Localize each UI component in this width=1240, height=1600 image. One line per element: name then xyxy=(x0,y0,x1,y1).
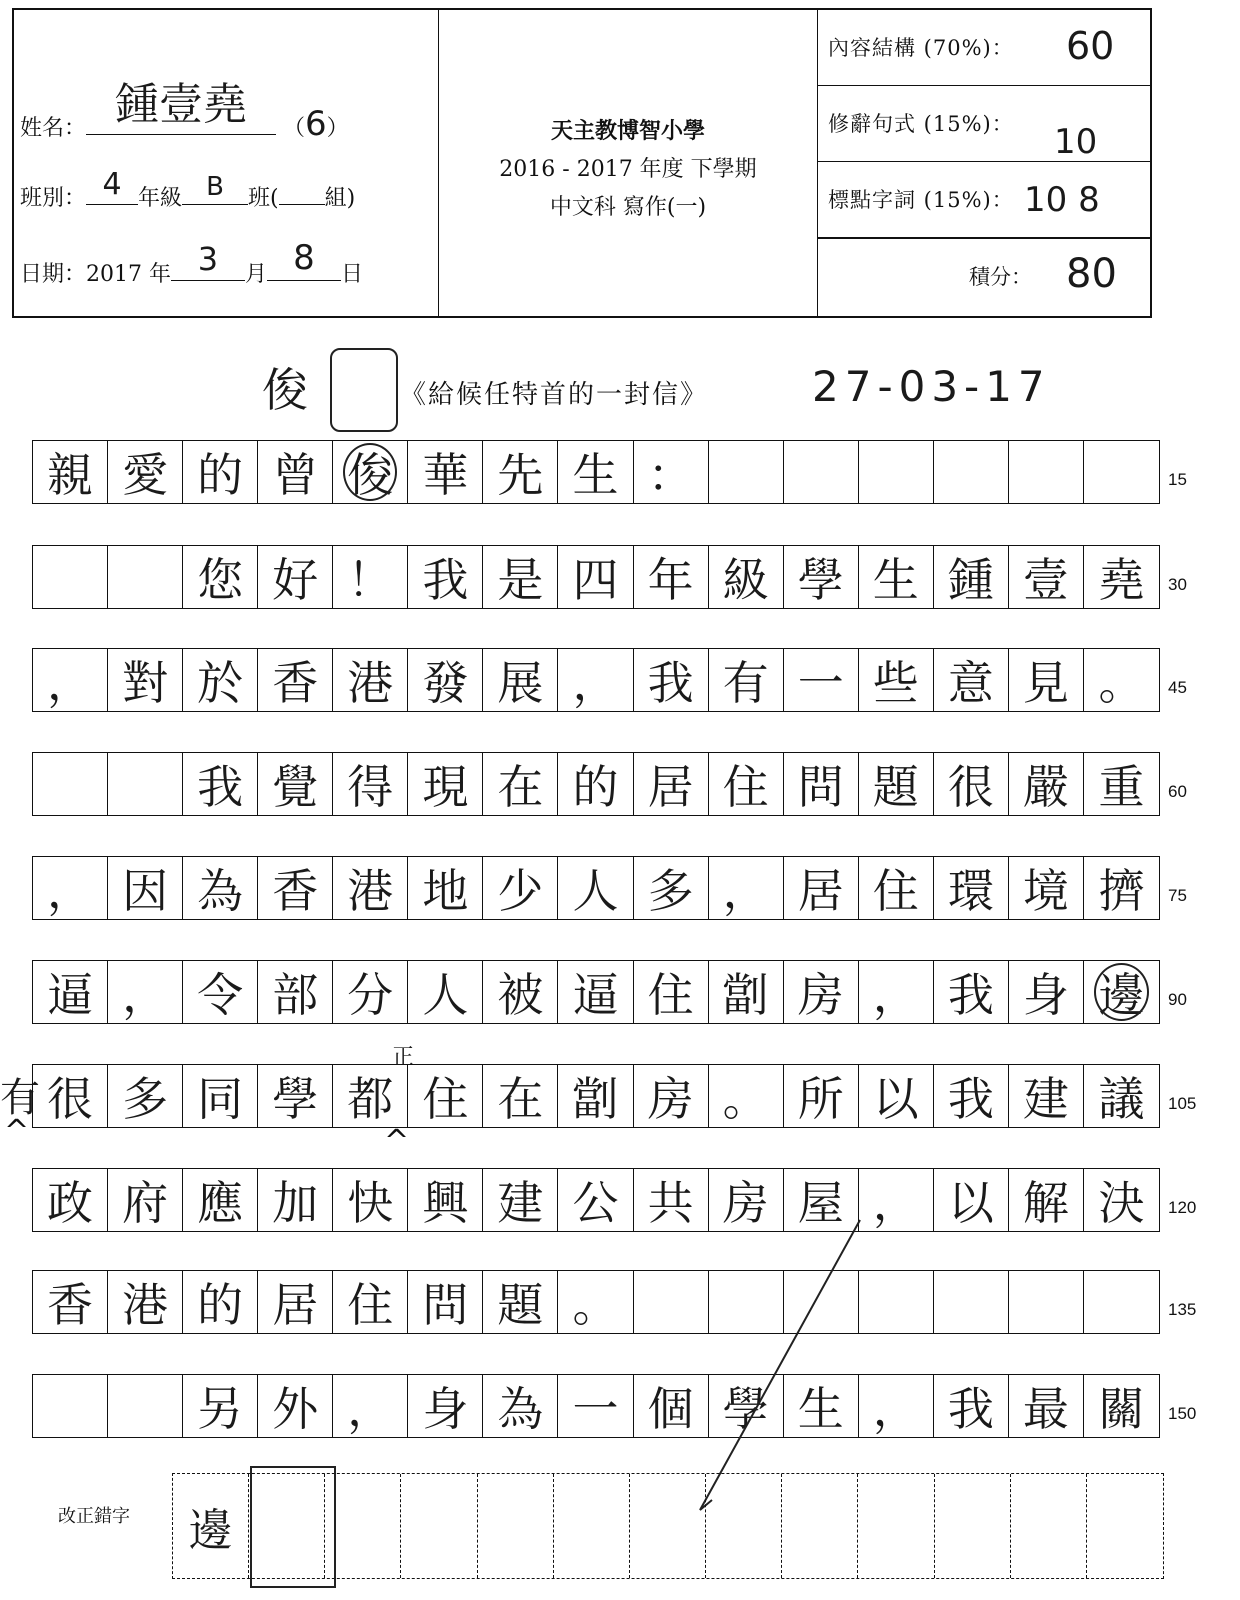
grid-cell: 部 xyxy=(258,961,333,1023)
correction-label: 改正錯字 xyxy=(58,1506,130,1527)
grid-cell: 港 xyxy=(333,857,408,919)
grid-cell: 住 xyxy=(333,1271,408,1333)
grid-cell: 房 xyxy=(709,1169,784,1231)
grid-cell: 好 xyxy=(258,546,333,608)
date-label: 日期：2017 年 xyxy=(20,262,171,287)
grid-cell: ， xyxy=(859,1375,934,1437)
total-label: 積分： xyxy=(969,265,1032,289)
grid-cell: 香 xyxy=(258,857,333,919)
grid-cell: 生 xyxy=(784,1375,859,1437)
grid-cell: 我 xyxy=(934,1375,1009,1437)
grid-cell: 為 xyxy=(183,857,258,919)
grid-cell: 很 xyxy=(33,1065,108,1127)
grid-cell: 居 xyxy=(634,753,709,815)
name-value: 鍾壹堯 xyxy=(115,79,248,130)
grid-cell: 建 xyxy=(483,1169,558,1231)
correction-cell xyxy=(706,1474,782,1578)
grid-cell: 身 xyxy=(408,1375,483,1437)
correction-blank-box xyxy=(250,1466,336,1588)
grid-cell: 居 xyxy=(258,1271,333,1333)
row-count: 60 xyxy=(1168,782,1187,801)
grid-cell: 於 xyxy=(183,649,258,711)
class-value: B xyxy=(206,172,224,202)
grid-cell: 是 xyxy=(483,546,558,608)
grid-cell: 政 xyxy=(33,1169,108,1231)
correction-cell xyxy=(1011,1474,1087,1578)
grid-cell: 香 xyxy=(33,1271,108,1333)
grid-cell: 房 xyxy=(634,1065,709,1127)
grid-cell: 的 xyxy=(183,1271,258,1333)
grid-cell: 因 xyxy=(108,857,183,919)
grid-cell: 逼 xyxy=(558,961,633,1023)
grade-suffix: 年級 xyxy=(138,186,183,211)
grid-cell: 被 xyxy=(483,961,558,1023)
grid-cell: 您 xyxy=(183,546,258,608)
grid-cell: 共 xyxy=(634,1169,709,1231)
correction-cell xyxy=(630,1474,706,1578)
grid-cell: 題 xyxy=(483,1271,558,1333)
grid-cell: 。 xyxy=(558,1271,633,1333)
grid-cell-circled: 邊 xyxy=(1084,961,1159,1023)
grid-cell: 。 xyxy=(1098,656,1145,710)
correction-cell xyxy=(858,1474,934,1578)
grid-cell: 很 xyxy=(934,753,1009,815)
grid-cell: 關 xyxy=(1098,1382,1145,1436)
grid-cell: ！ xyxy=(333,546,408,608)
grid-cell: 我 xyxy=(408,546,483,608)
total-value: 80 xyxy=(1066,251,1117,297)
day-value: 8 xyxy=(293,238,315,278)
score-label: 標點字詞 (15%)： xyxy=(828,188,1014,212)
grid-cell: 建 xyxy=(1009,1065,1084,1127)
grid-cell: 學 xyxy=(784,546,859,608)
grid-cell: 我 xyxy=(934,961,1009,1023)
month-suffix: 月 xyxy=(244,262,267,287)
grid-cell: 住 xyxy=(859,857,934,919)
grid-cell: 個 xyxy=(634,1375,709,1437)
grid-cell: 覺 xyxy=(258,753,333,815)
grid-cell: 少 xyxy=(483,857,558,919)
grid-cell: 住 xyxy=(709,753,784,815)
grid-cell: ， xyxy=(333,1375,408,1437)
grid-cell: 些 xyxy=(859,649,934,711)
score-label: 修辭句式 (15%)： xyxy=(828,112,1014,136)
grid-cell: 境 xyxy=(1009,857,1084,919)
name-label: 姓名： xyxy=(20,116,87,141)
grid-cell: 一 xyxy=(558,1375,633,1437)
grid-cell: ， xyxy=(859,1169,934,1231)
grid-cell: 所 xyxy=(784,1065,859,1127)
insert-caret: ^ xyxy=(4,1114,30,1149)
grid-cell: 另 xyxy=(183,1375,258,1437)
grid-cell: 我 xyxy=(634,649,709,711)
day-suffix: 日 xyxy=(341,262,364,287)
grid-cell: 學 xyxy=(258,1065,333,1127)
grid-cell: 我 xyxy=(934,1065,1009,1127)
grid-cell: ， xyxy=(108,961,183,1023)
grid-cell: 住 xyxy=(408,1065,483,1127)
school-name: 天主教博智小學 xyxy=(550,118,705,144)
grid-cell: 先 xyxy=(483,441,558,503)
grid-cell: ， xyxy=(709,857,784,919)
grid-cell: 府 xyxy=(108,1169,183,1231)
grid-cell: 一 xyxy=(784,649,859,711)
essay-title: 《給候任特首的一封信》 xyxy=(400,380,709,410)
month-value: 3 xyxy=(197,240,219,278)
grid-cell: 壹 xyxy=(1009,546,1084,608)
grid-cell: 屋 xyxy=(784,1169,859,1231)
correction-cell xyxy=(401,1474,477,1578)
margin-correction-note: 正 xyxy=(392,1045,415,1070)
grid-cell: 生 xyxy=(859,546,934,608)
grid-cell: 同 xyxy=(183,1065,258,1127)
grid-cell: 我 xyxy=(183,753,258,815)
grid-cell: 人 xyxy=(408,961,483,1023)
score-value: 60 xyxy=(1066,24,1115,68)
grid-cell: ， xyxy=(859,961,934,1023)
row-count: 105 xyxy=(1168,1094,1197,1113)
grid-cell: 曾 xyxy=(258,441,333,503)
title-margin-note: 俊 xyxy=(262,363,308,417)
grid-cell: 有 xyxy=(709,649,784,711)
grid-cell: 題 xyxy=(859,753,934,815)
grid-cell: 議 xyxy=(1098,1072,1145,1126)
grid-cell: 嚴 xyxy=(1009,753,1084,815)
group-suffix: 組) xyxy=(324,186,356,211)
grid-cell: ： xyxy=(634,441,709,503)
grid-cell: 都 xyxy=(333,1065,408,1127)
grid-cell: 對 xyxy=(108,649,183,711)
grid-cell: 興 xyxy=(408,1169,483,1231)
row-count: 75 xyxy=(1168,886,1187,905)
grid-cell: 現 xyxy=(408,753,483,815)
correction-cell xyxy=(325,1474,401,1578)
grid-cell: ， xyxy=(558,649,633,711)
grid-cell: 公 xyxy=(558,1169,633,1231)
grid-cell: 居 xyxy=(784,857,859,919)
row-count: 90 xyxy=(1168,990,1187,1009)
grid-cell: 地 xyxy=(408,857,483,919)
grid-cell: ， xyxy=(33,649,108,711)
grid-cell: 房 xyxy=(784,961,859,1023)
score-value: 10 8 xyxy=(1024,180,1100,220)
correction-cell xyxy=(1087,1474,1163,1578)
grid-cell: 快 xyxy=(333,1169,408,1231)
grid-cell: 意 xyxy=(934,649,1009,711)
row-count: 15 xyxy=(1168,470,1187,489)
grid-cell: 劏 xyxy=(709,961,784,1023)
grid-cell: 的 xyxy=(558,753,633,815)
grid-cell: 身 xyxy=(1009,961,1084,1023)
grid-cell: 外 xyxy=(258,1375,333,1437)
grid-cell: ， xyxy=(33,857,108,919)
grid-cell: 劏 xyxy=(558,1065,633,1127)
student-number: 6 xyxy=(305,104,327,144)
subject: 中文科 寫作(一) xyxy=(549,195,707,220)
margin-insert-note: 有 xyxy=(0,1075,40,1121)
row-count: 135 xyxy=(1168,1300,1197,1319)
grid-cell-circled: 俊 xyxy=(333,441,408,503)
grid-cell: 令 xyxy=(183,961,258,1023)
grid-cell: 以 xyxy=(859,1065,934,1127)
grid-cell: 堯 xyxy=(1098,553,1145,607)
grid-cell: 發 xyxy=(408,649,483,711)
grid-cell: 最 xyxy=(1009,1375,1084,1437)
correction-cell xyxy=(478,1474,554,1578)
grid-cell: 學 xyxy=(709,1375,784,1437)
grid-cell: 的 xyxy=(183,441,258,503)
row-count: 120 xyxy=(1168,1198,1197,1217)
grid-cell: 應 xyxy=(183,1169,258,1231)
grid-cell: 年 xyxy=(634,546,709,608)
school-year: 2016 - 2017 年度 下學期 xyxy=(499,157,757,182)
handwritten-date: 27-03-17 xyxy=(812,362,1051,411)
grid-cell: 在 xyxy=(483,1065,558,1127)
class-label: 班別： xyxy=(20,186,87,211)
grid-cell: 問 xyxy=(408,1271,483,1333)
grid-cell: 多 xyxy=(108,1065,183,1127)
grid-cell: 加 xyxy=(258,1169,333,1231)
correction-cell: 邊 xyxy=(173,1474,249,1578)
score-value: 10 xyxy=(1054,122,1098,162)
grid-cell: 香 xyxy=(258,649,333,711)
correction-cell xyxy=(782,1474,858,1578)
grid-cell: 港 xyxy=(108,1271,183,1333)
name-line: 姓名： 鍾壹堯 （6） xyxy=(20,94,349,144)
grid-cell: 住 xyxy=(634,961,709,1023)
grid-cell: 重 xyxy=(1098,760,1145,814)
grid-cell: 以 xyxy=(934,1169,1009,1231)
score-label: 內容結構 (70%)： xyxy=(828,36,1014,60)
correction-cell xyxy=(554,1474,630,1578)
grid-cell: 生 xyxy=(558,441,633,503)
grid-cell: 擠 xyxy=(1098,864,1145,918)
grid-cell: 決 xyxy=(1098,1176,1145,1230)
grid-cell: 環 xyxy=(934,857,1009,919)
grid-cell: 。 xyxy=(709,1065,784,1127)
grid-cell: 愛 xyxy=(108,441,183,503)
row-count: 45 xyxy=(1168,678,1187,697)
grid-cell: 華 xyxy=(408,441,483,503)
grid-cell: 見 xyxy=(1009,649,1084,711)
grid-cell: 逼 xyxy=(33,961,108,1023)
row-count: 30 xyxy=(1168,575,1187,594)
grid-cell: 得 xyxy=(333,753,408,815)
grid-cell: 為 xyxy=(483,1375,558,1437)
grid-cell: 港 xyxy=(333,649,408,711)
correction-cell xyxy=(935,1474,1011,1578)
grid-cell: 解 xyxy=(1009,1169,1084,1231)
grid-cell: 級 xyxy=(709,546,784,608)
grade-value: 4 xyxy=(102,167,122,202)
grid-cell: 在 xyxy=(483,753,558,815)
grid-cell: 四 xyxy=(558,546,633,608)
grid-cell: 展 xyxy=(483,649,558,711)
grid-cell: 多 xyxy=(634,857,709,919)
grid-cell: 問 xyxy=(784,753,859,815)
grid-cell: 鍾 xyxy=(934,546,1009,608)
grid-cell: 人 xyxy=(558,857,633,919)
insert-caret: ^ xyxy=(384,1124,410,1159)
grid-cell: 親 xyxy=(33,441,108,503)
grid-cell: 分 xyxy=(333,961,408,1023)
row-count: 150 xyxy=(1168,1404,1197,1423)
class-suffix: 班( xyxy=(248,186,279,211)
